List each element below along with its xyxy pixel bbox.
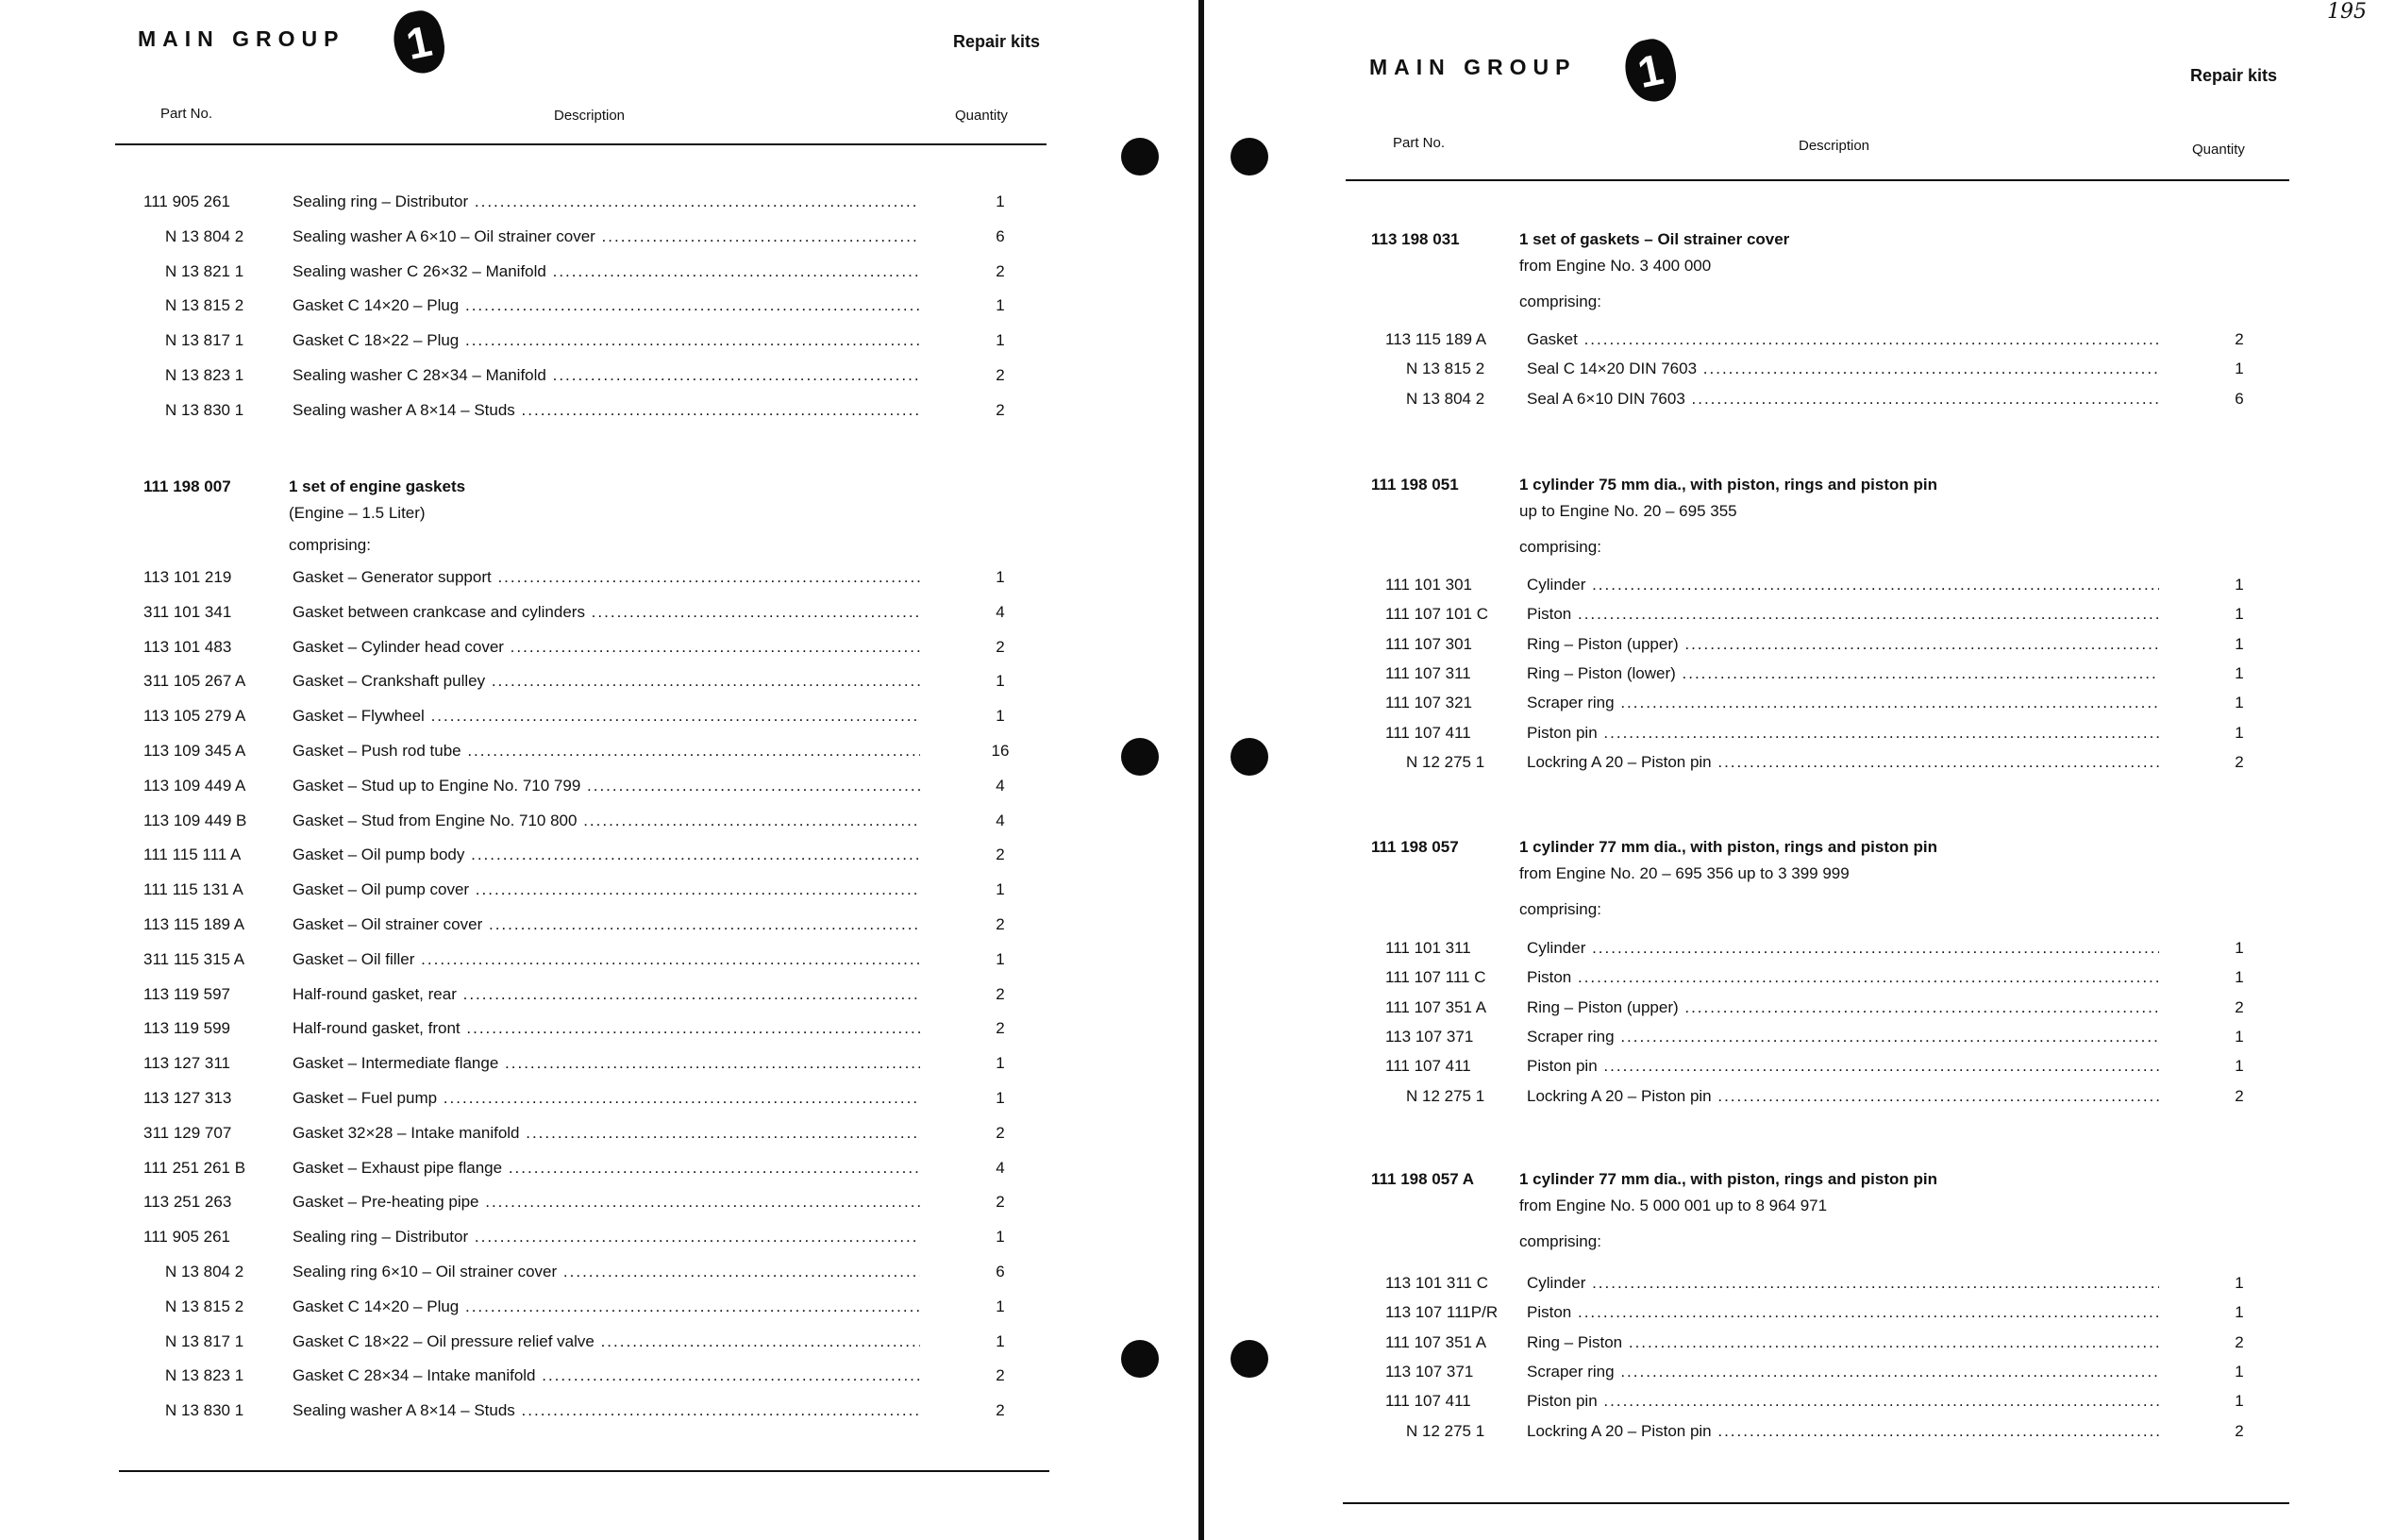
part-quantity: 1: [2235, 968, 2244, 987]
part-quantity: 2: [996, 1019, 1005, 1038]
part-number: 111 107 351 A: [1385, 1332, 1487, 1351]
part-quantity: 2: [996, 1366, 1005, 1385]
group-number-badge: 1: [389, 7, 450, 77]
handwritten-page-number: 195: [2327, 0, 2367, 24]
col-header-quantity: Quantity: [2192, 142, 2245, 158]
part-number: 113 101 483: [143, 637, 232, 656]
part-quantity: 2: [996, 261, 1005, 280]
part-description: Gasket – Stud from Engine No. 710 800 .....: [293, 812, 920, 830]
part-quantity: 2: [996, 637, 1005, 656]
part-number: 113 109 345 A: [143, 742, 246, 760]
set-title: 1 cylinder 75 mm dia., with piston, rings and piston pin: [1519, 476, 1938, 494]
part-quantity: 2: [2235, 1421, 2244, 1440]
set-title: 1 set of engine gaskets: [289, 477, 466, 495]
part-number: 113 127 313: [143, 1089, 232, 1107]
part-number: 311 115 315 A: [143, 949, 245, 968]
part-quantity: 1: [2235, 723, 2244, 742]
part-number: N 13 804 2: [1406, 389, 1485, 408]
part-quantity: 2: [996, 984, 1005, 1003]
part-description: Gasket – Stud up to Engine No. 710 799 .....: [293, 777, 920, 795]
main-group-title: MAIN GROUP: [1369, 55, 1577, 79]
part-quantity: 1: [2235, 1392, 2244, 1411]
set-title: 1 cylinder 77 mm dia., with piston, rings and piston pin: [1519, 838, 1938, 856]
set-title: 1 cylinder 77 mm dia., with piston, rings and piston pin: [1519, 1170, 1938, 1188]
part-quantity: 1: [2235, 634, 2244, 653]
set-comprising-label: comprising:: [1519, 900, 1601, 918]
part-number: 113 251 263: [143, 1193, 232, 1212]
set-part-number: 111 198 007: [143, 477, 231, 495]
part-number: 113 107 371: [1385, 1362, 1474, 1381]
set-subtitle: (Engine – 1.5 Liter): [289, 504, 426, 522]
part-quantity: 1: [2235, 1303, 2244, 1322]
part-number: 111 101 301: [1385, 576, 1473, 594]
part-description: Half-round gasket, rear .....: [293, 985, 920, 1004]
group-number-badge: 1: [1620, 35, 1682, 106]
part-description: Gasket – Oil pump body .....: [293, 845, 920, 864]
part-description: Ring – Piston (upper) .....: [1527, 635, 2159, 654]
part-number: N 13 830 1: [165, 1401, 244, 1420]
part-quantity: 2: [2235, 330, 2244, 348]
part-number: 111 107 321: [1385, 694, 1473, 712]
part-number: 113 101 219: [143, 568, 232, 586]
col-header-quantity: Quantity: [955, 108, 1008, 124]
part-quantity: 2: [996, 1193, 1005, 1212]
part-quantity: 2: [996, 1123, 1005, 1142]
part-description: Lockring A 20 – Piston pin .....: [1527, 1087, 2159, 1106]
part-quantity: 1: [996, 1228, 1005, 1247]
set-part-number: 113 198 031: [1371, 230, 1460, 248]
part-description: Cylinder .....: [1527, 576, 2159, 594]
part-description: Scraper ring .....: [1527, 1363, 2159, 1381]
part-number: 113 119 597: [143, 984, 231, 1003]
part-number: 111 107 301: [1385, 634, 1473, 653]
part-quantity: 4: [996, 1158, 1005, 1177]
footer-rule: [119, 1470, 1049, 1472]
part-description: Seal A 6×10 DIN 7603 .....: [1527, 390, 2159, 409]
part-number: 311 101 341: [143, 602, 232, 621]
part-number: 111 107 411: [1385, 1392, 1471, 1411]
punch-hole: [1121, 738, 1159, 776]
part-number: N 13 821 1: [165, 261, 244, 280]
part-quantity: 1: [996, 707, 1005, 726]
part-quantity: 1: [996, 296, 1005, 315]
header-rule: [1346, 179, 2289, 181]
part-description: Cylinder .....: [1527, 1274, 2159, 1293]
part-number: 111 107 351 A: [1385, 997, 1487, 1016]
part-description: Piston pin .....: [1527, 1057, 2159, 1076]
set-part-number: 111 198 051: [1371, 476, 1459, 494]
part-quantity: 1: [996, 192, 1005, 210]
part-description: Gasket .....: [1527, 330, 2159, 349]
part-quantity: 2: [2235, 752, 2244, 771]
part-description: Piston .....: [1527, 1303, 2159, 1322]
part-description: Lockring A 20 – Piston pin .....: [1527, 753, 2159, 772]
part-number: N 13 815 2: [165, 296, 244, 315]
main-group-title: MAIN GROUP: [138, 26, 345, 51]
part-number: N 13 815 2: [165, 1297, 244, 1315]
part-number: 111 115 131 A: [143, 880, 243, 899]
set-subtitle: from Engine No. 20 – 695 356 up to 3 399 999: [1519, 864, 1850, 882]
part-number: 111 107 101 C: [1385, 605, 1489, 624]
part-quantity: 1: [2235, 939, 2244, 957]
part-number: N 13 817 1: [165, 1331, 244, 1350]
part-description: Gasket – Oil strainer cover .....: [293, 915, 920, 934]
col-header-part-no: Part No.: [1393, 135, 1446, 151]
part-description: Gasket between crankcase and cylinders .....: [293, 603, 920, 622]
part-number: 113 127 311: [143, 1054, 231, 1073]
section-title: Repair kits: [953, 32, 1041, 51]
part-number: 111 101 311: [1385, 939, 1471, 957]
part-description: Gasket C 18×22 – Oil pressure relief valve .....: [293, 1332, 920, 1351]
part-description: Sealing ring – Distributor .....: [293, 192, 920, 211]
set-subtitle: up to Engine No. 20 – 695 355: [1519, 502, 1737, 520]
part-number: 111 905 261: [143, 192, 231, 210]
part-quantity: 4: [996, 602, 1005, 621]
set-comprising-label: comprising:: [1519, 538, 1601, 556]
part-quantity: 2: [2235, 1332, 2244, 1351]
part-quantity: 1: [996, 568, 1005, 586]
part-quantity: 1: [996, 1297, 1005, 1315]
part-quantity: 1: [2235, 1057, 2244, 1076]
part-quantity: 4: [996, 811, 1005, 829]
part-description: Piston pin .....: [1527, 724, 2159, 743]
part-quantity: 1: [996, 880, 1005, 899]
part-number: 311 105 267 A: [143, 672, 246, 691]
part-number: 111 107 411: [1385, 723, 1471, 742]
part-description: Sealing ring 6×10 – Oil strainer cover .....: [293, 1263, 920, 1281]
part-number: 113 119 599: [143, 1019, 231, 1038]
punch-hole: [1121, 138, 1159, 176]
part-description: Gasket C 28×34 – Intake manifold .....: [293, 1366, 920, 1385]
part-quantity: 6: [2235, 389, 2244, 408]
part-number: N 12 275 1: [1406, 752, 1485, 771]
part-quantity: 1: [996, 1089, 1005, 1107]
part-quantity: 1: [996, 949, 1005, 968]
part-description: Sealing washer A 8×14 – Studs .....: [293, 401, 920, 420]
part-description: Gasket – Oil filler .....: [293, 950, 920, 969]
part-description: Gasket – Pre-heating pipe .....: [293, 1193, 920, 1212]
part-description: Sealing washer C 26×32 – Manifold .....: [293, 262, 920, 281]
part-description: Scraper ring .....: [1527, 694, 2159, 712]
part-description: Piston .....: [1527, 605, 2159, 624]
part-number: 111 107 411: [1385, 1057, 1471, 1076]
part-description: Sealing washer C 28×34 – Manifold .....: [293, 366, 920, 385]
part-quantity: 2: [2235, 1086, 2244, 1105]
part-description: Gasket – Generator support .....: [293, 568, 920, 587]
part-number: 113 107 111P/R: [1385, 1303, 1499, 1322]
part-description: Gasket – Intermediate flange .....: [293, 1054, 920, 1073]
set-part-number: 111 198 057: [1371, 838, 1459, 856]
part-number: N 13 817 1: [165, 331, 244, 350]
part-number: N 13 830 1: [165, 400, 244, 419]
set-comprising-label: comprising:: [1519, 1232, 1601, 1250]
part-quantity: 2: [996, 366, 1005, 384]
part-number: N 13 815 2: [1406, 360, 1485, 378]
set-comprising-label: comprising:: [289, 536, 371, 554]
part-number: 111 251 261 B: [143, 1158, 246, 1177]
part-quantity: 4: [996, 776, 1005, 795]
set-part-number: 111 198 057 A: [1371, 1170, 1475, 1188]
part-description: Gasket – Cylinder head cover .....: [293, 638, 920, 657]
part-quantity: 1: [996, 1054, 1005, 1073]
part-quantity: 2: [996, 915, 1005, 933]
part-description: Scraper ring .....: [1527, 1028, 2159, 1046]
part-number: 113 101 311 C: [1385, 1274, 1489, 1292]
part-description: Gasket – Push rod tube .....: [293, 742, 920, 761]
part-quantity: 1: [2235, 576, 2244, 594]
part-description: Lockring A 20 – Piston pin .....: [1527, 1422, 2159, 1441]
part-number: 113 105 279 A: [143, 707, 246, 726]
part-number: N 13 823 1: [165, 366, 244, 384]
part-number: 311 129 707: [143, 1123, 232, 1142]
part-quantity: 1: [996, 331, 1005, 350]
part-quantity: 1: [2235, 360, 2244, 378]
part-number: 113 115 189 A: [143, 915, 245, 933]
part-quantity: 1: [2235, 605, 2244, 624]
punch-hole: [1121, 1340, 1159, 1378]
part-quantity: 6: [996, 1263, 1005, 1281]
part-quantity: 2: [996, 1401, 1005, 1420]
part-number: 113 109 449 A: [143, 776, 246, 795]
part-description: Seal C 14×20 DIN 7603 .....: [1527, 360, 2159, 378]
part-description: Piston pin .....: [1527, 1392, 2159, 1411]
part-quantity: 1: [2235, 1027, 2244, 1046]
part-number: N 13 823 1: [165, 1366, 244, 1385]
set-comprising-label: comprising:: [1519, 293, 1601, 310]
part-description: Ring – Piston (upper) .....: [1527, 998, 2159, 1017]
part-quantity: 1: [996, 1331, 1005, 1350]
header-rule: [115, 143, 1047, 145]
part-description: Gasket C 14×20 – Plug .....: [293, 1297, 920, 1316]
part-quantity: 1: [996, 672, 1005, 691]
set-subtitle: from Engine No. 5 000 001 up to 8 964 971: [1519, 1197, 1828, 1214]
part-description: Piston .....: [1527, 968, 2159, 987]
part-description: Sealing washer A 8×14 – Studs .....: [293, 1401, 920, 1420]
part-quantity: 1: [2235, 694, 2244, 712]
part-number: 111 115 111 A: [143, 845, 242, 864]
part-number: N 13 804 2: [165, 1263, 244, 1281]
part-number: 113 107 371: [1385, 1027, 1474, 1046]
part-description: Ring – Piston .....: [1527, 1333, 2159, 1352]
part-description: Gasket – Exhaust pipe flange .....: [293, 1159, 920, 1178]
part-number: N 13 804 2: [165, 226, 244, 245]
set-title: 1 set of gaskets – Oil strainer cover: [1519, 230, 1790, 248]
part-number: 113 115 189 A: [1385, 330, 1487, 348]
part-number: 111 107 311: [1385, 663, 1471, 682]
part-description: Sealing ring – Distributor .....: [293, 1228, 920, 1247]
part-number: 111 905 261: [143, 1228, 231, 1247]
part-number: 113 109 449 B: [143, 811, 247, 829]
part-description: Ring – Piston (lower) .....: [1527, 664, 2159, 683]
page-binding-divider: [1198, 0, 1204, 1540]
part-number: 111 107 111 C: [1385, 968, 1486, 987]
part-quantity: 1: [2235, 1274, 2244, 1292]
part-description: Sealing washer A 6×10 – Oil strainer cover .....: [293, 227, 920, 246]
col-header-description: Description: [1799, 138, 1870, 154]
part-number: N 12 275 1: [1406, 1421, 1485, 1440]
part-description: Half-round gasket, front .....: [293, 1019, 920, 1038]
section-title: Repair kits: [2190, 66, 2278, 85]
part-quantity: 2: [2235, 997, 2244, 1016]
part-description: Gasket – Oil pump cover .....: [293, 880, 920, 899]
part-description: Gasket C 18×22 – Plug .....: [293, 331, 920, 350]
part-quantity: 1: [2235, 663, 2244, 682]
part-description: Gasket C 14×20 – Plug .....: [293, 296, 920, 315]
part-quantity: 2: [996, 845, 1005, 864]
part-description: Gasket 32×28 – Intake manifold .....: [293, 1124, 920, 1143]
part-description: Gasket – Fuel pump .....: [293, 1089, 920, 1108]
part-description: Gasket – Flywheel .....: [293, 707, 920, 726]
part-quantity: 2: [996, 400, 1005, 419]
part-quantity: 16: [991, 742, 1010, 760]
part-description: Gasket – Crankshaft pulley .....: [293, 672, 920, 691]
footer-rule: [1343, 1502, 2289, 1504]
right-page: [1208, 0, 2395, 1540]
part-quantity: 6: [996, 226, 1005, 245]
part-quantity: 1: [2235, 1362, 2244, 1381]
col-header-description: Description: [554, 108, 626, 124]
part-description: Cylinder .....: [1527, 939, 2159, 958]
part-number: N 12 275 1: [1406, 1086, 1485, 1105]
set-subtitle: from Engine No. 3 400 000: [1519, 257, 1712, 275]
col-header-part-no: Part No.: [160, 106, 213, 122]
